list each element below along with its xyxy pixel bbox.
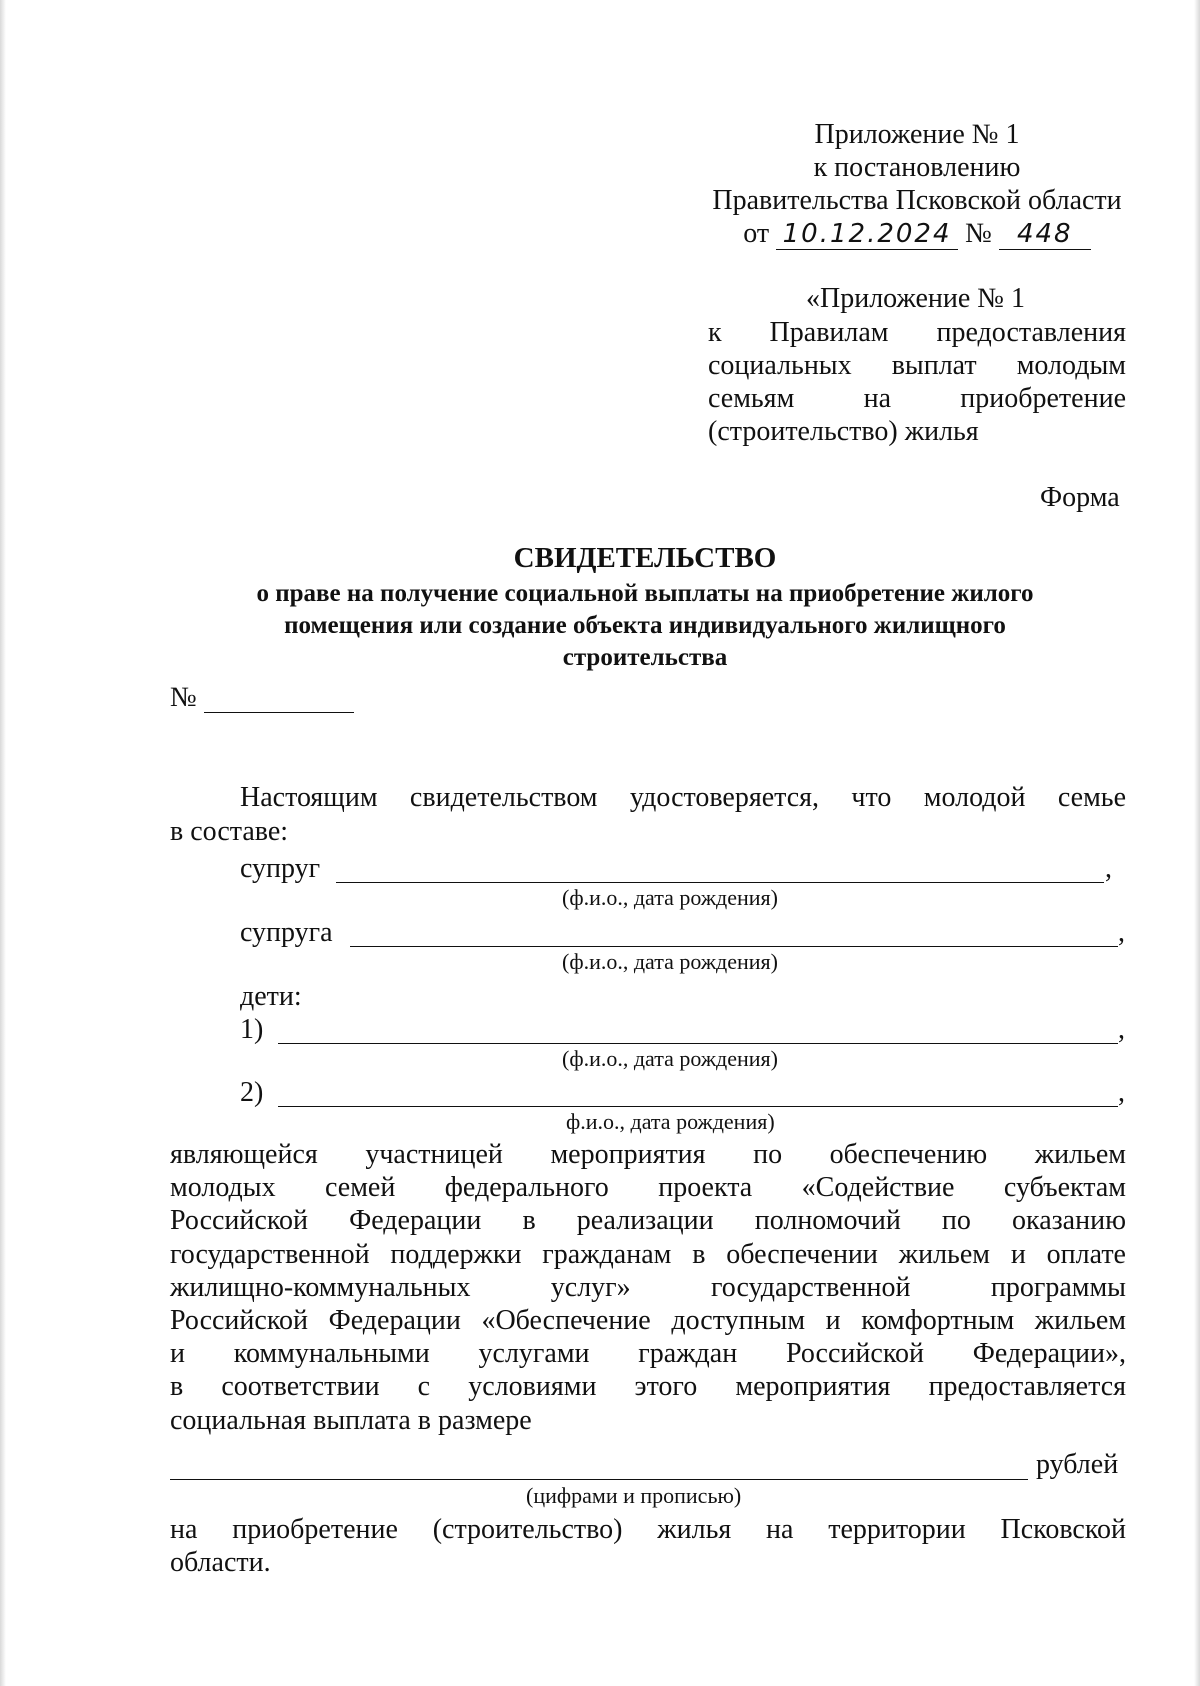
body-line: Российской Федерации «Обеспечение доступным и комфортным жильем (170, 1305, 1126, 1337)
child1-field[interactable] (278, 1043, 1118, 1044)
certificate-number-field[interactable] (204, 712, 354, 713)
amount-field[interactable] (170, 1479, 1028, 1480)
husband-label: супруг (240, 853, 321, 884)
body-line: социальная выплата в размере (170, 1404, 532, 1436)
document-subtitle-3: строительства (562, 644, 728, 671)
child2-comma: , (1118, 1077, 1125, 1108)
body-line: в соответствии с условиями этого мероприятия предоставляется (170, 1371, 1126, 1403)
husband-hint: (ф.и.о., дата рождения) (562, 885, 778, 910)
child1-comma: , (1118, 1014, 1125, 1045)
header-line-1: Приложение № 1 (814, 119, 1020, 150)
wife-comma: , (1118, 917, 1125, 948)
body-line: молодых семей федерального проекта «Содействие субъектам (170, 1172, 1126, 1204)
header-line-2: к постановлению (813, 152, 1021, 183)
body-line: Российской Федерации в реализации полномочий по оказанию (170, 1205, 1126, 1237)
body-paragraph (170, 1138, 1126, 1437)
body-line: являющейся участницей мероприятия по обеспечению жильем (170, 1139, 1126, 1170)
child2-field[interactable] (278, 1106, 1118, 1107)
child1-hint: (ф.и.о., дата рождения) (562, 1046, 778, 1071)
wife-field[interactable] (350, 946, 1118, 947)
number-handwritten: 448 (999, 219, 1091, 250)
children-label: дети: (240, 981, 302, 1012)
closing-paragraph (170, 1513, 1126, 1579)
document-subtitle-2: помещения или создание объекта индивидуального жилищного (284, 612, 1006, 639)
husband-comma: , (1105, 853, 1112, 884)
scan-edge-left (0, 0, 6, 1686)
annex-line-1: «Приложение № 1 (806, 283, 1025, 314)
body-line: государственной поддержки гражданам в обеспечении жильем и оплате (170, 1238, 1126, 1270)
amount-unit: рублей (1036, 1449, 1119, 1480)
wife-label: супруга (240, 917, 333, 948)
annex-line-4: семьям на приобретение (708, 383, 1126, 414)
number-prefix: № (965, 218, 992, 249)
certificate-number-label: № (170, 682, 197, 713)
child2-label: 2) (240, 1077, 264, 1108)
annex-line-2: к Правилам предоставления (708, 317, 1126, 348)
intro-line-2: в составе: (170, 816, 289, 847)
wife-hint: (ф.и.о., дата рождения) (562, 949, 778, 974)
intro-line-1: Настоящим свидетельством удостоверяется, что молодой семье (240, 782, 1126, 813)
form-label: Форма (1040, 482, 1120, 513)
closing-line: на приобретение (строительство) жилья на территории Псковской (170, 1514, 1126, 1545)
scan-edge-right (1194, 0, 1200, 1686)
document-subtitle-1: о праве на получение социальной выплаты на приобретение жилого (256, 580, 1034, 607)
body-line: жилищно-коммунальных услуг» государственной программы (170, 1271, 1126, 1303)
husband-field[interactable] (336, 882, 1104, 883)
date-handwritten: 10.12.2024 (776, 219, 958, 250)
header-date-line (708, 217, 1126, 250)
amount-hint: (цифрами и прописью) (526, 1483, 742, 1508)
closing-line: области. (170, 1547, 271, 1579)
annex-line-5: (строительство) жилья (708, 416, 979, 447)
child2-hint: ф.и.о., дата рождения) (566, 1109, 775, 1134)
date-prefix: от (743, 218, 770, 249)
child1-label: 1) (240, 1014, 264, 1045)
annex-line-3: социальных выплат молодым (708, 350, 1126, 381)
header-line-3: Правительства Псковской области (712, 185, 1122, 216)
body-line: и коммунальными услугами граждан Российской Федерации», (170, 1338, 1126, 1370)
header-block (708, 118, 1126, 250)
document-title: СВИДЕТЕЛЬСТВО (513, 542, 777, 574)
